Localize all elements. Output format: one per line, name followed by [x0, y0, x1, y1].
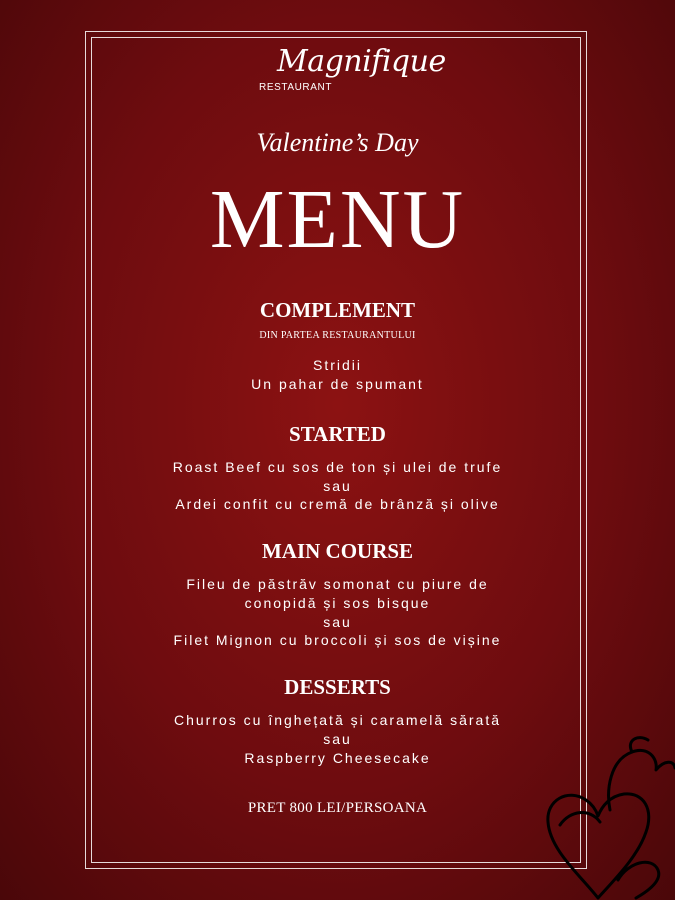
menu-subtitle: Valentine’s Day	[256, 128, 419, 157]
section-heading-desserts: DESSERTS	[284, 675, 391, 699]
menu-item-line: sau	[323, 478, 352, 494]
menu-item-line: Filet Mignon cu broccoli și sos de vișine	[173, 632, 502, 648]
menu-title: MENU	[209, 173, 466, 266]
section-heading-complement: COMPLEMENT	[259, 298, 416, 322]
menu-item-line: sau	[323, 731, 352, 747]
restaurant-logo	[255, 42, 446, 100]
section-note-complement: DIN PARTEA RESTAURANTULUI	[259, 330, 416, 341]
menu-price: PRET 800 LEI/PERSOANA	[247, 800, 428, 816]
menu-item-line: sau	[323, 614, 352, 630]
menu-item-line: conopidă și sos bisque	[244, 595, 431, 611]
menu-item-line: Fileu de păstrăv somonat cu piure de	[186, 576, 489, 592]
menu-item-line: Stridii	[312, 357, 362, 373]
logo-wordmark: Magnifique	[277, 44, 446, 79]
logo-subtitle: RESTAURANT	[259, 82, 333, 93]
section-heading-main-course: MAIN COURSE	[261, 539, 414, 563]
section-heading-started: STARTED	[289, 422, 386, 446]
menu-item-line: Raspberry Cheesecake	[244, 750, 431, 766]
menu-item-line: Un pahar de spumant	[251, 376, 424, 392]
menu-item-line: Roast Beef cu sos de ton și ulei de trufe	[172, 459, 503, 475]
hearts-outline-icon	[540, 730, 675, 900]
menu-item-line: Churros cu înghețată și caramelă sărată	[173, 712, 501, 728]
menu-item-line: Ardei confit cu cremă de brânză și olive	[175, 496, 500, 512]
